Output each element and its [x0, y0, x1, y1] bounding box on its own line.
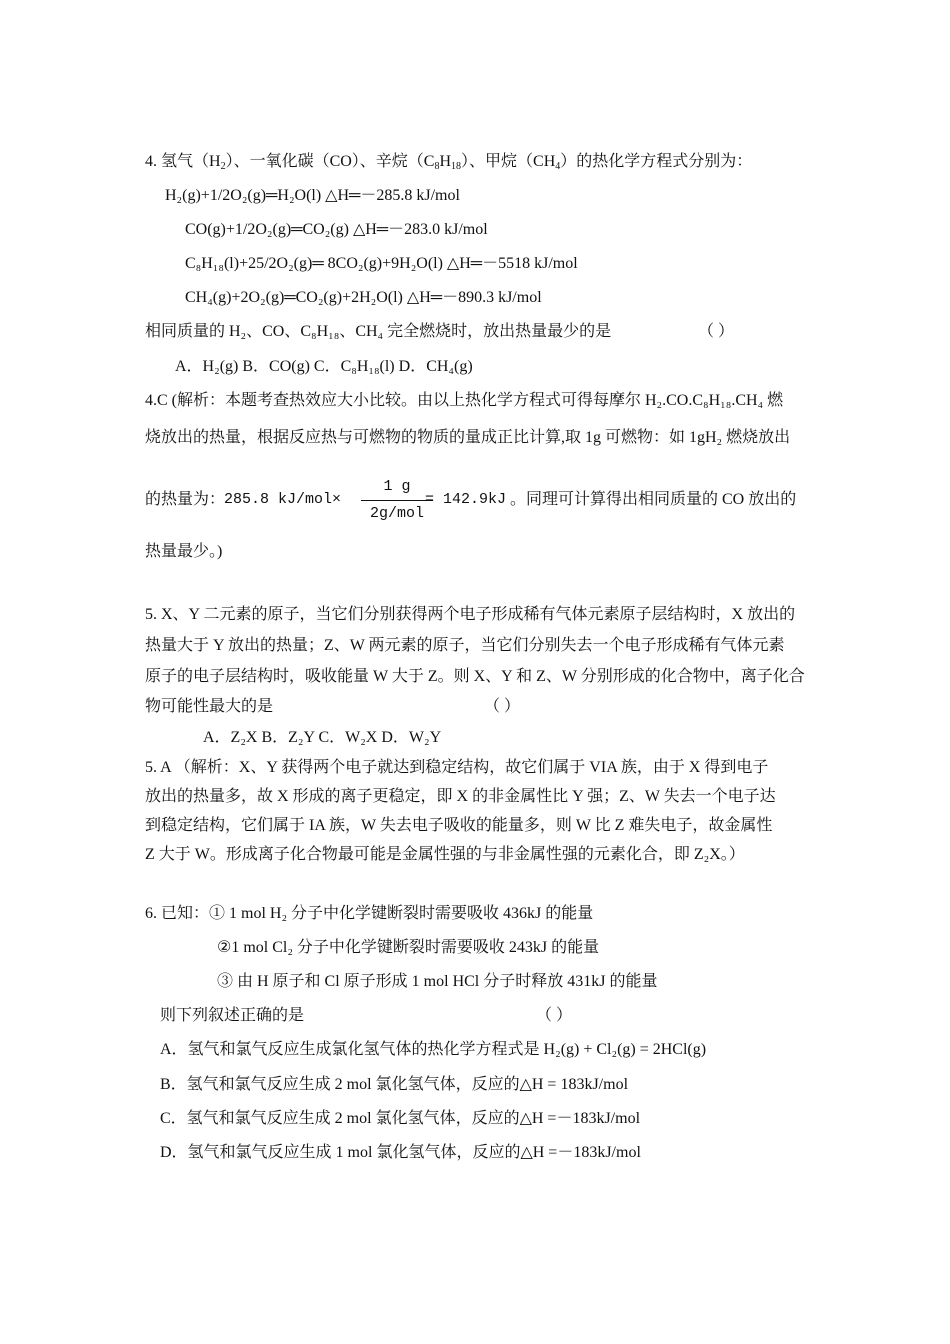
q4-stem-b: ）、一氧化碳（CO）、辛烷（C — [225, 153, 435, 170]
q5-stem-line-2: 热量大于 Y 放出的热量；Z、W 两元素的原子，当它们分别失去一个电子形成稀有气体元素 — [145, 637, 785, 654]
q6-given-2: ②1 mol Cl₂ 分子中化学键断裂时需要吸收 243kJ 的能量 — [217, 939, 600, 956]
q6-option-d: D．氢气和氯气反应生成 1 mol 氯化氢气体，反应的△H =－183kJ/mol — [160, 1144, 641, 1161]
q4-stem-e: ）的热化学方程式分别为： — [560, 153, 753, 170]
q4-equation-4: CH₄(g)+2O₂(g)═CO₂(g)+2H₂O(l) △H═－890.3 kJ/mol — [185, 289, 542, 306]
q4-analysis-line-4: 热量最少。) — [145, 543, 223, 560]
q4-equation-1: H₂(g)+1/2O₂(g)═H₂O(l) △H═－285.8 kJ/mol — [165, 187, 460, 204]
q4-question: 相同质量的 H₂、CO、C₈H₁₈、CH₄ 完全燃烧时，放出热量最少的是 — [145, 323, 612, 340]
q5-answer-paren: （ ） — [484, 698, 521, 715]
q4-stem-d: ）、甲烷（CH — [461, 153, 556, 170]
q5-stem-line-4: 物可能性最大的是 — [145, 698, 274, 715]
q4-sub-8: 8 — [434, 161, 440, 172]
q6-option-a: A．氢气和氯气反应生成氯化氢气体的热化学方程式是 H₂(g) + Cl₂(g) = 2HCl(g) — [160, 1041, 707, 1058]
q6-given-1: 6. 已知：① 1 mol H₂ 分子中化学键断裂时需要吸收 436kJ 的能量 — [145, 905, 594, 922]
q4-fraction — [361, 478, 433, 523]
q6-given-3: ③ 由 H 原子和 Cl 原子形成 1 mol HCl 分子时释放 431kJ 的能量 — [217, 973, 658, 990]
q4-calc-term: 285.8 kJ/mol× — [224, 491, 342, 508]
q5-stem-line-1: 5. X、Y 二元素的原子，当它们分别获得两个电子形成稀有气体元素原子层结构时，X 放出的 — [145, 606, 796, 623]
q5-stem-line-3: 原子的电子层结构时，吸收能量 W 大于 Z。则 X、Y 和 Z、W 分别形成的化合物中，离子化合 — [145, 668, 805, 685]
q4-fraction-numerator: 1 g — [383, 478, 411, 495]
q5-analysis-line-3: 到稳定结构，它们属于 IA 族，W 失去电子吸收的能量多，则 W 比 Z 难失电子，故金属性 — [145, 817, 773, 834]
q4-stem-a: 4. 氢气（H — [145, 153, 221, 170]
q4-calc-result: = 142.9kJ — [425, 491, 507, 508]
q4-sub-4: 4 — [555, 161, 561, 172]
q6-option-b: B．氢气和氯气反应生成 2 mol 氯化氢气体，反应的△H = 183kJ/mol — [160, 1076, 629, 1093]
q4-answer-paren: （ ） — [698, 323, 735, 340]
q4-fraction-denominator: 2g/mol — [369, 505, 424, 522]
q4-equation-3: C₈H₁₈(l)+25/2O₂(g)═ 8CO₂(g)+9H₂O(l) △H═－5518 kJ/mol — [185, 255, 578, 272]
q4-analysis-line-1: 4.C (解析：本题考查热效应大小比较。由以上热化学方程式可得每摩尔 H₂.CO.C₈H₁₈.CH₄ 燃 — [145, 392, 784, 409]
q4-equation-2: CO(g)+1/2O₂(g)═CO₂(g) △H═－283.0 kJ/mol — [185, 221, 488, 238]
q5-analysis-line-1: 5. A （解析：X、Y 获得两个电子就达到稳定结构，故它们属于 VIA 族，由于 X 得到电子 — [145, 759, 769, 776]
q4-analysis-line-3d: 。同理可计算得出相同质量的 CO 放出的 — [510, 491, 797, 508]
q4-stem — [145, 152, 752, 172]
q4-sub-2: 2 — [220, 161, 226, 172]
q5-analysis-line-2: 放出的热量多，故 X 形成的离子更稳定，即 X 的非金属性比 Y 强；Z、W 失去一个电子达 — [145, 788, 776, 805]
q4-options: A．H₂(g) B．CO(g) C．C₈H₁₈(l) D．CH₄(g) — [175, 358, 473, 375]
q4-fraction-bar — [361, 500, 433, 501]
q4-sub-18: 18 — [451, 161, 462, 172]
q4-analysis-line-2: 烧放出的热量，根据反应热与可燃物的物质的量成正比计算,取 1g 可燃物：如 1gH₂ 燃烧放出 — [145, 429, 791, 446]
q6-option-c: C．氢气和氯气反应生成 2 mol 氯化氢气体，反应的△H =－183kJ/mol — [160, 1110, 641, 1127]
q4-stem-c: H — [439, 153, 452, 170]
q5-options: A．Z₂X B．Z₂Y C．W₂X D．W₂Y — [203, 729, 442, 746]
q6-answer-paren: （ ） — [536, 1007, 573, 1024]
q6-question: 则下列叙述正确的是 — [160, 1007, 305, 1024]
q4-analysis-line-3a: 的热量为： — [145, 491, 226, 508]
q5-analysis-line-4: Z 大于 W。形成离子化合物最可能是金属性强的与非金属性强的元素化合，即 Z₂X。） — [145, 846, 745, 863]
